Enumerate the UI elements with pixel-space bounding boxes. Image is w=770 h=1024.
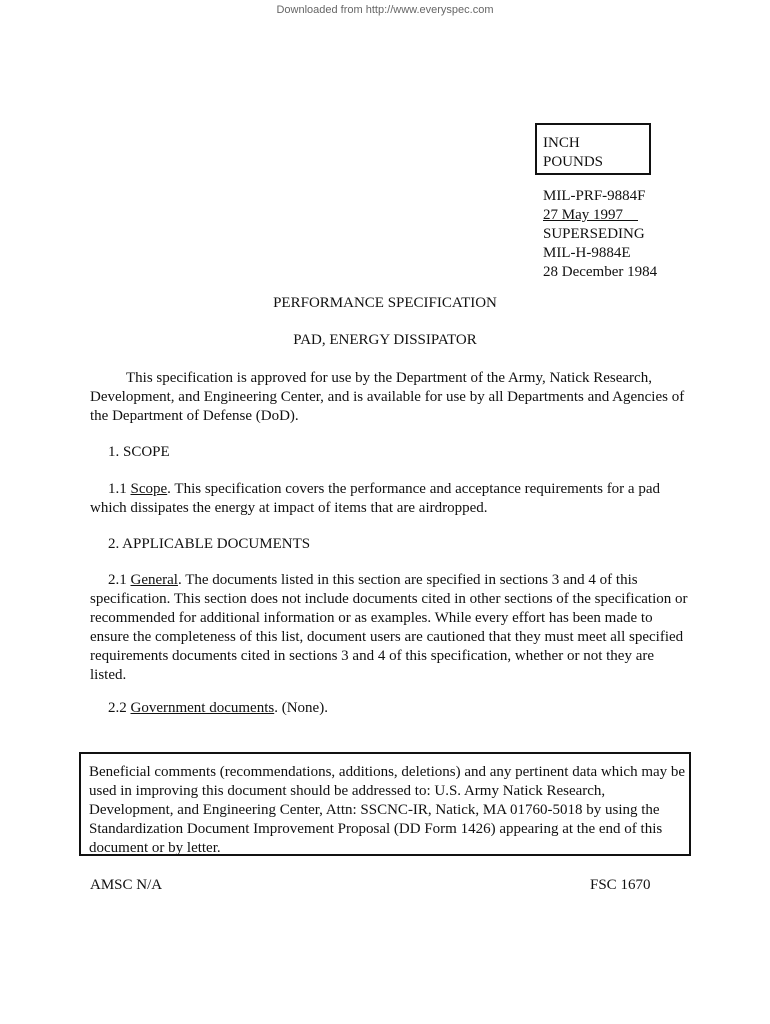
spec-name-title: PAD, ENERGY DISSIPATOR <box>293 332 477 348</box>
section-2-2-number: 2.2 <box>108 700 131 716</box>
download-note: Downloaded from http://www.everyspec.com <box>276 4 494 16</box>
fsc-label: FSC 1670 <box>590 877 651 893</box>
approval-paragraph <box>90 369 690 426</box>
section-1-heading <box>90 443 690 462</box>
document-identifier <box>543 187 657 282</box>
comments-text: Beneficial comments (recommendations, additions, deletions) and any pertinent data which may be used in improving this document should be addressed to: U.S. Army Natick Research, Development, and Engineering Center, Attn: SSCNC-IR, Natick, MA 01760-5018 by using the Standardization Document Improvement Proposal (DD Form 1426) appearing at the end of this document or by letter. <box>89 764 686 856</box>
section-2-heading-text: 2. APPLICABLE DOCUMENTS <box>108 536 311 552</box>
units-inch: INCH <box>543 135 580 151</box>
superseding-label: SUPERSEDING <box>543 226 645 242</box>
doc-date: 27 May 1997 <box>543 207 623 223</box>
spec-type-title: PERFORMANCE SPECIFICATION <box>273 295 497 311</box>
doc-number: MIL-PRF-9884F <box>543 188 646 204</box>
section-1-1-title: Scope <box>130 481 168 497</box>
superseded-number: MIL-H-9884E <box>543 245 631 261</box>
section-2-2-paragraph <box>90 699 690 718</box>
section-2-heading <box>90 535 690 554</box>
comments-box <box>79 752 691 856</box>
section-2-1-paragraph <box>90 571 688 685</box>
superseded-date: 28 December 1984 <box>543 264 658 280</box>
units-pounds: POUNDS <box>543 154 604 170</box>
section-2-2-title: Government documents <box>130 700 275 716</box>
section-1-1-number: 1.1 <box>108 481 131 497</box>
section-1-heading-text: 1. SCOPE <box>108 444 170 460</box>
section-2-1-title: General <box>130 572 178 588</box>
section-2-1-number: 2.1 <box>108 572 131 588</box>
units-box <box>535 123 651 175</box>
amsc-label: AMSC N/A <box>90 877 163 893</box>
approval-text: This specification is approved for use by the Department of the Army, Natick Research, Development, and Engineering Center, and is available for use by all Departments and Agencies of the Department of Defense (DoD). <box>90 370 685 424</box>
section-1-1-text: . This specification covers the performance and acceptance requirements for a pad which dissipates the energy at impact of items that are airdropped. <box>90 481 660 516</box>
section-2-2-text: . (None). <box>274 700 328 716</box>
section-2-1-text: . The documents listed in this section are specified in sections 3 and 4 of this specification. This section does not include documents cited in other sections of the specification or recommended for additional information or as examples. While every effort has been made to ensure the completeness of this list, document users are cautioned that they must meet all specified requirements documents cited in sections 3 and 4 of this specification, whether or not they are listed. <box>90 572 688 683</box>
section-1-1-paragraph <box>90 480 690 518</box>
